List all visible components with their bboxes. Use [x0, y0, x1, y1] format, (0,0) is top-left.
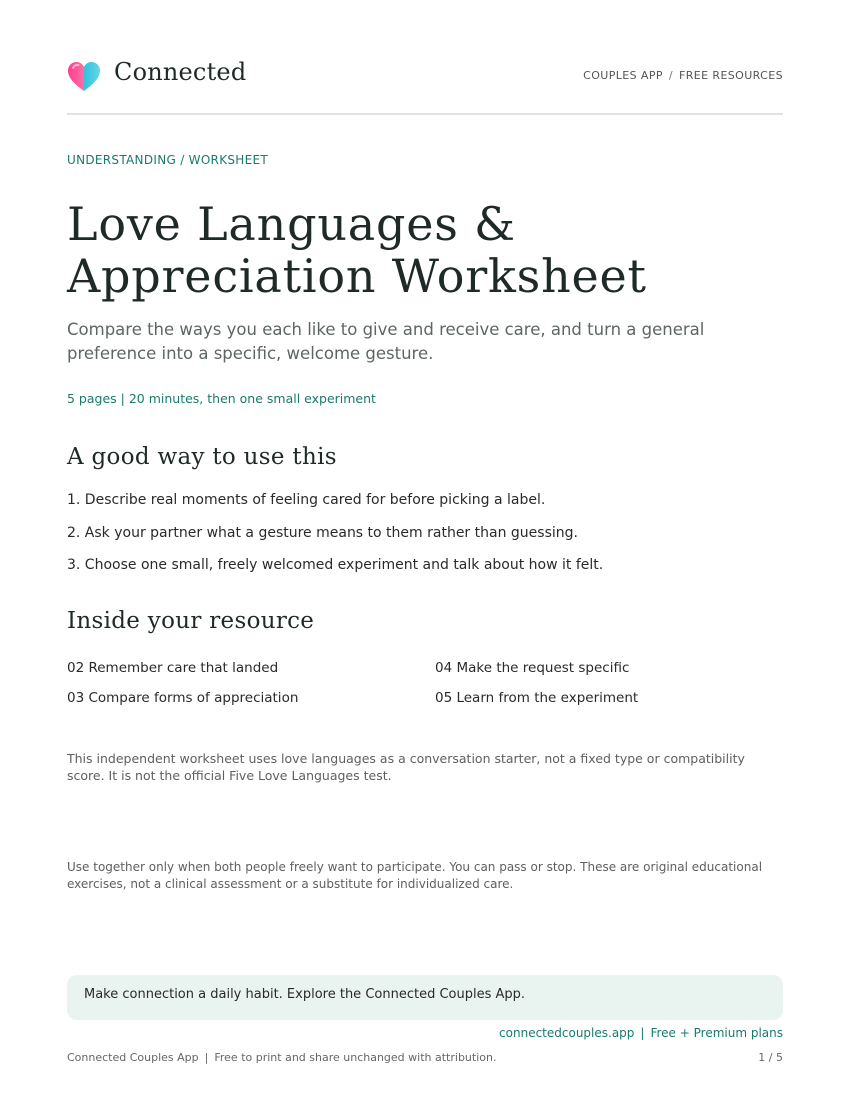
app-promo-text: Make connection a daily habit. Explore the Connected Couples App. [84, 987, 526, 1002]
contents-heading: Inside your resource [67, 608, 315, 634]
resource-meta: 5 pages | 20 minutes, then one small experiment [67, 391, 376, 406]
contents-item: 02 Remember care that landed [67, 660, 279, 676]
how-to-use-step: 2. Ask your partner what a gesture means to them rather than guessing. [67, 525, 578, 541]
link-separator: | [640, 1026, 645, 1040]
header-divider [67, 113, 783, 115]
site-link[interactable]: connectedcouples.app [499, 1026, 635, 1040]
disclaimer-note: This independent worksheet uses love languages as a conversation starter, not a fixed type or compatibility score. It is not the official Five Love Languages test. [67, 751, 745, 783]
footer-attribution [67, 1051, 496, 1064]
heart-icon [67, 60, 101, 94]
brand-name: Connected [114, 58, 247, 86]
nav-couples-app[interactable]: COUPLES APP [583, 69, 663, 82]
nav-separator: / [668, 69, 674, 82]
consent-note: Use together only when both people freely want to participate. You can pass or stop. These are original educational exercises, not a clinical assessment or a substitute for individualized care. [67, 860, 763, 891]
how-to-use-step: 3. Choose one small, freely welcomed experiment and talk about how it felt. [67, 557, 604, 573]
how-to-use-step: 1. Describe real moments of feeling cared for before picking a label. [67, 492, 546, 508]
contents-item: 05 Learn from the experiment [435, 690, 639, 706]
plans-link[interactable]: Free + Premium plans [650, 1026, 783, 1040]
page-number: 1 / 5 [758, 1051, 783, 1064]
worksheet-page [67, 0, 783, 1100]
nav-free-resources[interactable]: FREE RESOURCES [679, 69, 783, 82]
footer-app-name: Connected Couples App [67, 1051, 199, 1064]
page-title: Love Languages & Appreciation Worksheet [67, 197, 647, 303]
how-to-use-heading: A good way to use this [67, 444, 337, 470]
app-promo-banner[interactable] [67, 975, 783, 1020]
page-subtitle: Compare the ways you each like to give and receive care, and turn a general preference into a specific, welcome gesture. [67, 320, 705, 363]
contents-item: 04 Make the request specific [435, 660, 630, 676]
header-nav [583, 69, 783, 82]
contents-item: 03 Compare forms of appreciation [67, 690, 299, 706]
footer-separator: | [204, 1051, 209, 1064]
page-header [67, 56, 783, 96]
footer-license: Free to print and share unchanged with attribution. [214, 1051, 497, 1064]
footer-links [499, 1026, 783, 1040]
breadcrumb: UNDERSTANDING / WORKSHEET [67, 153, 268, 167]
